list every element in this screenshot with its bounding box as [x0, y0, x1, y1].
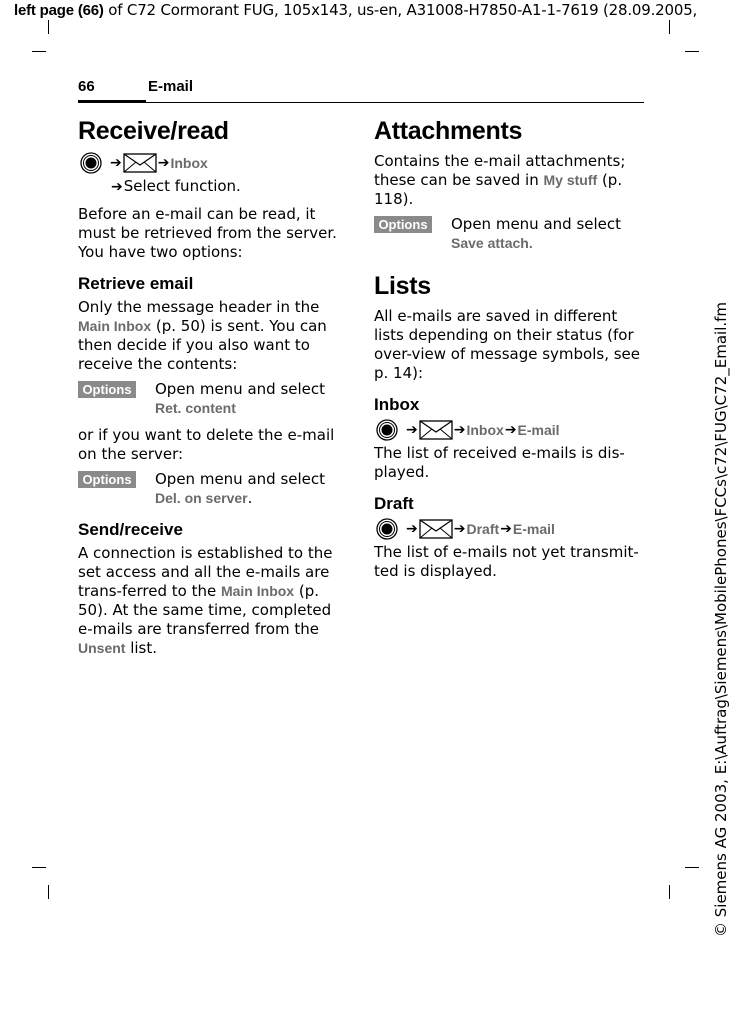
text-run: list. — [125, 639, 158, 657]
menu-item-inbox: Inbox — [466, 422, 504, 438]
subsection-inbox: Inbox — [374, 395, 420, 414]
option-row — [78, 380, 346, 418]
menu-item-email: E-mail — [517, 422, 560, 438]
navigation-key-icon — [374, 419, 400, 441]
envelope-icon — [419, 519, 453, 539]
print-header-page: left page (66) — [14, 2, 104, 19]
text-run: Contains the e-mail attachments; these can be saved in — [374, 152, 626, 189]
draft-paragraph: The list of e-mails not yet transmit-ted is displayed. — [374, 543, 639, 580]
options-softkey: Options — [78, 471, 136, 488]
header-rule-thick — [78, 100, 146, 103]
nav-arrow: ➔ — [504, 422, 517, 438]
menu-item-unsent: Unsent — [78, 640, 126, 656]
subsection-send-receive: Send/receive — [78, 520, 183, 539]
nav-arrow: ➔ — [406, 422, 418, 438]
nav-arrow: ➔ — [453, 521, 466, 537]
nav-path — [374, 518, 642, 540]
section-title-attachments: Attachments — [374, 117, 523, 145]
section-title-lists: Lists — [374, 272, 431, 300]
crop-mark — [32, 51, 46, 52]
option-description — [451, 215, 642, 253]
crop-mark — [669, 20, 670, 34]
text-run: (p. 50) is sent. You can then decide if you also want to receive the contents: — [78, 317, 327, 373]
option-description — [155, 380, 346, 418]
nav-arrow: ➔ — [110, 155, 122, 171]
options-softkey: Options — [78, 381, 136, 398]
text-run: Open menu and select — [155, 470, 326, 488]
navigation-key-icon — [374, 518, 400, 540]
text-run: A connection is established to the set access and all the e-mails are trans-ferred to the — [78, 544, 333, 600]
text-run: Open menu and select — [451, 215, 622, 233]
intro-paragraph: Before an e-mail can be read, it must be retrieved from the server. You have two options: — [78, 205, 337, 261]
navigation-key-icon — [78, 152, 104, 174]
delete-paragraph: or if you want to delete the e-mail on the server: — [78, 426, 335, 463]
envelope-icon — [419, 420, 453, 440]
text-run: Open menu and select — [155, 380, 326, 398]
nav-arrow: ➔ — [406, 521, 418, 537]
option-row — [374, 215, 642, 253]
print-header — [14, 1, 697, 19]
left-column — [78, 116, 346, 664]
send-receive-paragraph — [78, 544, 346, 658]
chapter-title: E-mail — [148, 78, 194, 95]
lists-paragraph: All e-mails are saved in different lists depending on their status (for over-view of message symbols, see p. 14): — [374, 307, 641, 382]
nav-instruction: Select function. — [123, 177, 241, 195]
option-row — [78, 470, 346, 508]
menu-item-inbox: Inbox — [170, 155, 208, 171]
text-run: (p. 50). At the same time, completed e-mails are transferred from the — [78, 582, 332, 638]
page-header — [78, 78, 644, 106]
header-rule — [146, 102, 644, 103]
subsection-retrieve-email: Retrieve email — [78, 274, 194, 293]
crop-mark — [685, 867, 699, 868]
section-title-receive-read: Receive/read — [78, 117, 229, 145]
menu-item-del-on-server: Del. on server — [155, 490, 248, 506]
copyright-path: © Siemens AG 2003, E:\Auftrag\Siemens\MobilePhones\FCCs\c72\FUG\C72_Email.fm — [712, 301, 730, 937]
print-header-rest: of C72 Cormorant FUG, 105x143, us-en, A31008-H7850-A1-1-7619 (28.09.2005, — [103, 1, 698, 19]
attachments-paragraph — [374, 152, 642, 209]
menu-item-draft: Draft — [466, 521, 500, 537]
inbox-paragraph: The list of received e-mails is dis-played. — [374, 444, 625, 481]
nav-arrow: ➔ — [500, 521, 512, 537]
menu-item-save-attach: Save attach. — [451, 235, 533, 251]
nav-path-continuation — [110, 177, 346, 197]
crop-mark — [685, 51, 699, 52]
nav-path — [374, 419, 642, 441]
nav-arrow: ➔ — [453, 422, 466, 438]
retrieve-paragraph — [78, 298, 346, 374]
menu-item-my-stuff: My stuff — [543, 172, 598, 188]
nav-arrow: ➔ — [111, 179, 123, 195]
crop-mark — [669, 885, 670, 899]
crop-mark — [32, 867, 46, 868]
subsection-draft: Draft — [374, 494, 414, 513]
text-run: (p. 118). — [374, 171, 623, 208]
menu-item-email: E-mail — [512, 521, 555, 537]
nav-arrow: ➔ — [157, 155, 170, 171]
options-softkey: Options — [374, 216, 432, 233]
menu-item-main-inbox: Main Inbox — [220, 583, 295, 599]
text-run: Only the message header in the — [78, 298, 320, 316]
menu-item-ret-content: Ret. content — [155, 400, 236, 416]
envelope-icon — [123, 153, 157, 173]
right-column — [374, 116, 642, 587]
nav-path — [78, 152, 346, 174]
crop-mark — [48, 20, 49, 34]
menu-item-main-inbox: Main Inbox — [78, 318, 152, 334]
text-run: . — [247, 489, 253, 507]
option-description — [155, 470, 346, 508]
crop-mark — [48, 885, 49, 899]
page-number: 66 — [78, 78, 95, 95]
